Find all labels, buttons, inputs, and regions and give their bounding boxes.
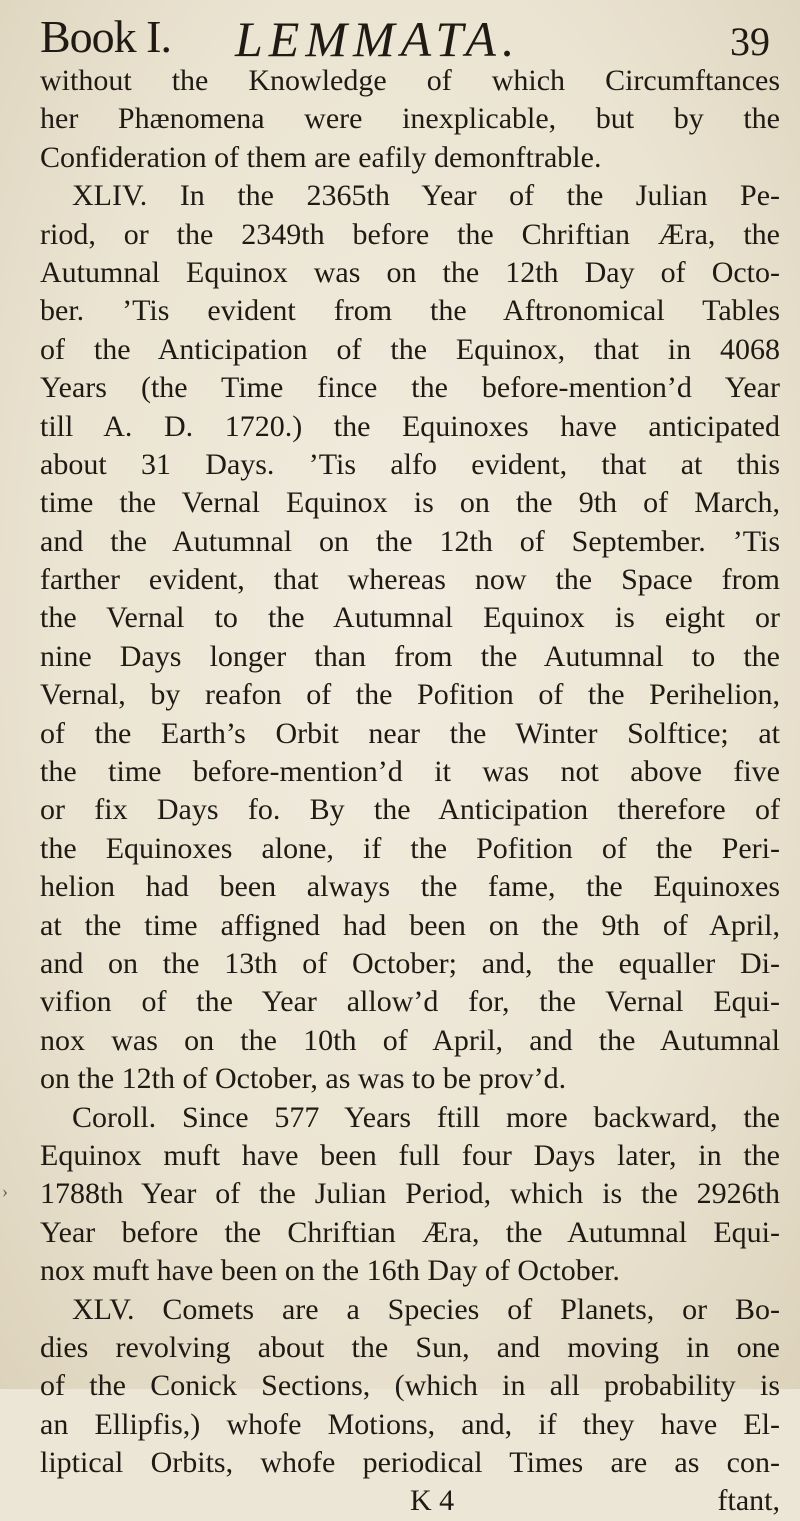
text-line: the time before-mention’d it was not above five — [40, 755, 780, 789]
text-line: about 31 Days. ’Tis alfo evident, that at this — [40, 447, 780, 481]
text-line: Autumnal Equinox was on the 12th Day of Octo- — [40, 255, 780, 289]
text-line: of the Conick Sections, (which in all probability is — [40, 1369, 780, 1403]
text-line: XLIV. In the 2365th Year of the Julian Pe- — [72, 179, 780, 213]
text-line: of the Anticipation of the Equinox, that in 4068 — [40, 332, 780, 366]
margin-mark: › — [2, 1181, 8, 1201]
text-line: on the 12th of October, as was to be prov’d. — [40, 1062, 567, 1096]
text-line: till A. D. 1720.) the Equinoxes have anticipated — [40, 409, 780, 443]
text-line: nine Days longer than from the Autumnal to the — [40, 639, 780, 673]
text-line: without the Knowledge of which Circumftances — [40, 64, 780, 97]
text-line: helion had been always the fame, the Equinoxes — [40, 870, 780, 904]
text-line: an Ellipfis,) whofe Motions, and, if they have El- — [40, 1407, 780, 1441]
page-number: 39 — [730, 19, 770, 64]
text-line: time the Vernal Equinox is on the 9th of March, — [40, 486, 780, 520]
text-line: or fix Days fo. By the Anticipation therefore of — [40, 793, 780, 827]
text-line: Year before the Chriftian Æra, the Autumnal Equi- — [40, 1215, 780, 1249]
text-line: dies revolving about the Sun, and moving in one — [40, 1330, 780, 1364]
text-line: 1788th Year of the Julian Period, which is the 2926th — [40, 1177, 780, 1211]
text-line: XLV. Comets are a Species of Planets, or Bo- — [72, 1292, 780, 1326]
text-line: and the Autumnal on the 12th of September. ’Tis — [40, 524, 780, 558]
signature-line — [40, 1482, 780, 1520]
text-line: Vernal, by reafon of the Pofition of the Perihelion, — [40, 678, 780, 712]
text-line: farther evident, that whereas now the Space from — [40, 563, 780, 597]
catchword: ftant, — [717, 1484, 780, 1518]
text-line: Years (the Time fince the before-mention’d Year — [40, 371, 780, 405]
text-line: ber. ’Tis evident from the Aftronomical Tables — [40, 294, 780, 328]
text-line: nox muft have been on the 16th Day of October. — [40, 1254, 620, 1288]
text-line: the Equinoxes alone, if the Pofition of the Peri- — [40, 831, 780, 865]
text-line: at the time affigned had been on the 9th of April, — [40, 908, 780, 942]
text-line: vifion of the Year allow’d for, the Vernal Equi- — [40, 985, 780, 1019]
text-line: the Vernal to the Autumnal Equinox is eight or — [40, 601, 780, 635]
body-text — [40, 62, 780, 1521]
text-line: Equinox muft have been full four Days later, in the — [40, 1138, 780, 1172]
book-label: Book I. — [40, 11, 171, 62]
text-line: of the Earth’s Orbit near the Winter Solftice; at — [40, 716, 780, 750]
text-line: her Phænomena were inexplicable, but by the — [40, 102, 780, 136]
text-line: liptical Orbits, whofe periodical Times are as con- — [40, 1446, 780, 1480]
text-line: and on the 13th of October; and, the equaller Di- — [40, 946, 780, 980]
signature-mark: K 4 — [410, 1484, 455, 1518]
text-line: Coroll. Since 577 Years ftill more backward, the — [72, 1100, 780, 1134]
running-title: LEMMATA. — [235, 11, 521, 67]
text-line: riod, or the 2349th before the Chriftian Æra, the — [40, 217, 780, 251]
running-head — [30, 10, 770, 70]
text-line: nox was on the 10th of April, and the Autumnal — [40, 1023, 780, 1057]
text-line: Confideration of them are eafily demonftrable. — [40, 140, 602, 174]
